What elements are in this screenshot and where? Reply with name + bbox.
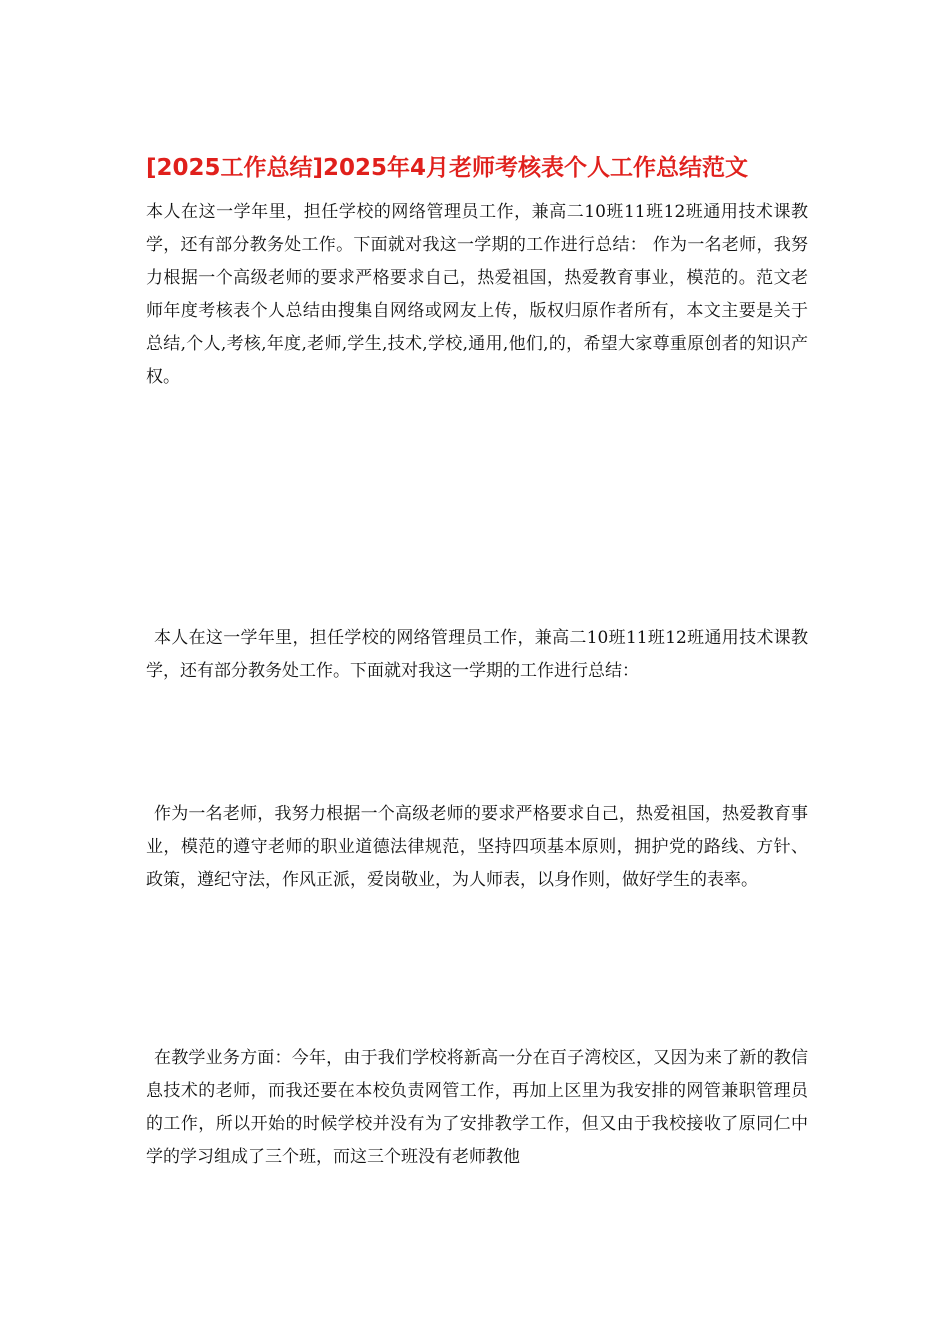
- teaching-work-paragraph: 在教学业务方面：今年，由于我们学校将新高一分在百子湾校区，又因为来了新的教信息技术的老师，而我还要在本校负责网管工作，再加上区里为我安排的网管兼职管理员的工作，所以开始的时候学校并没有为了安排教学工作，但又由于我校接收了原同仁中学的学习组成了三个班，而这三个班没有老师教他: [146, 1048, 808, 1167]
- intro-paragraph: 本人在这一学年里，担任学校的网络管理员工作，兼高二10班11班12班通用技术课教学，还有部分教务处工作。下面就对我这一学期的工作进行总结：: [146, 628, 808, 681]
- document-title: [2025工作总结]2025年4月老师考核表个人工作总结范文: [146, 155, 749, 181]
- teacher-conduct-paragraph: 作为一名老师，我努力根据一个高级老师的要求严格要求自己，热爱祖国，热爱教育事业，模范的遵守老师的职业道德法律规范，坚持四项基本原则，拥护党的路线、方针、政策，遵纪守法，作风正派，爱岗敬业，为人师表，以身作则，做好学生的表率。: [146, 804, 808, 890]
- summary-paragraph: 本人在这一学年里，担任学校的网络管理员工作，兼高二10班11班12班通用技术课教学，还有部分教务处工作。下面就对我这一学期的工作进行总结： 作为一名老师，我努力根据一个高级老师的要求严格要求自己，热爱祖国，热爱教育事业，模范的。范文老师年度考核表个人总结由搜集自网络或网友上传，版权归原作者所有，本文主要是关于总结,个人,考核,年度,老师,学生,技术,学校,通用,他们,的，希望大家尊重原创者的知识产权。: [146, 202, 808, 387]
